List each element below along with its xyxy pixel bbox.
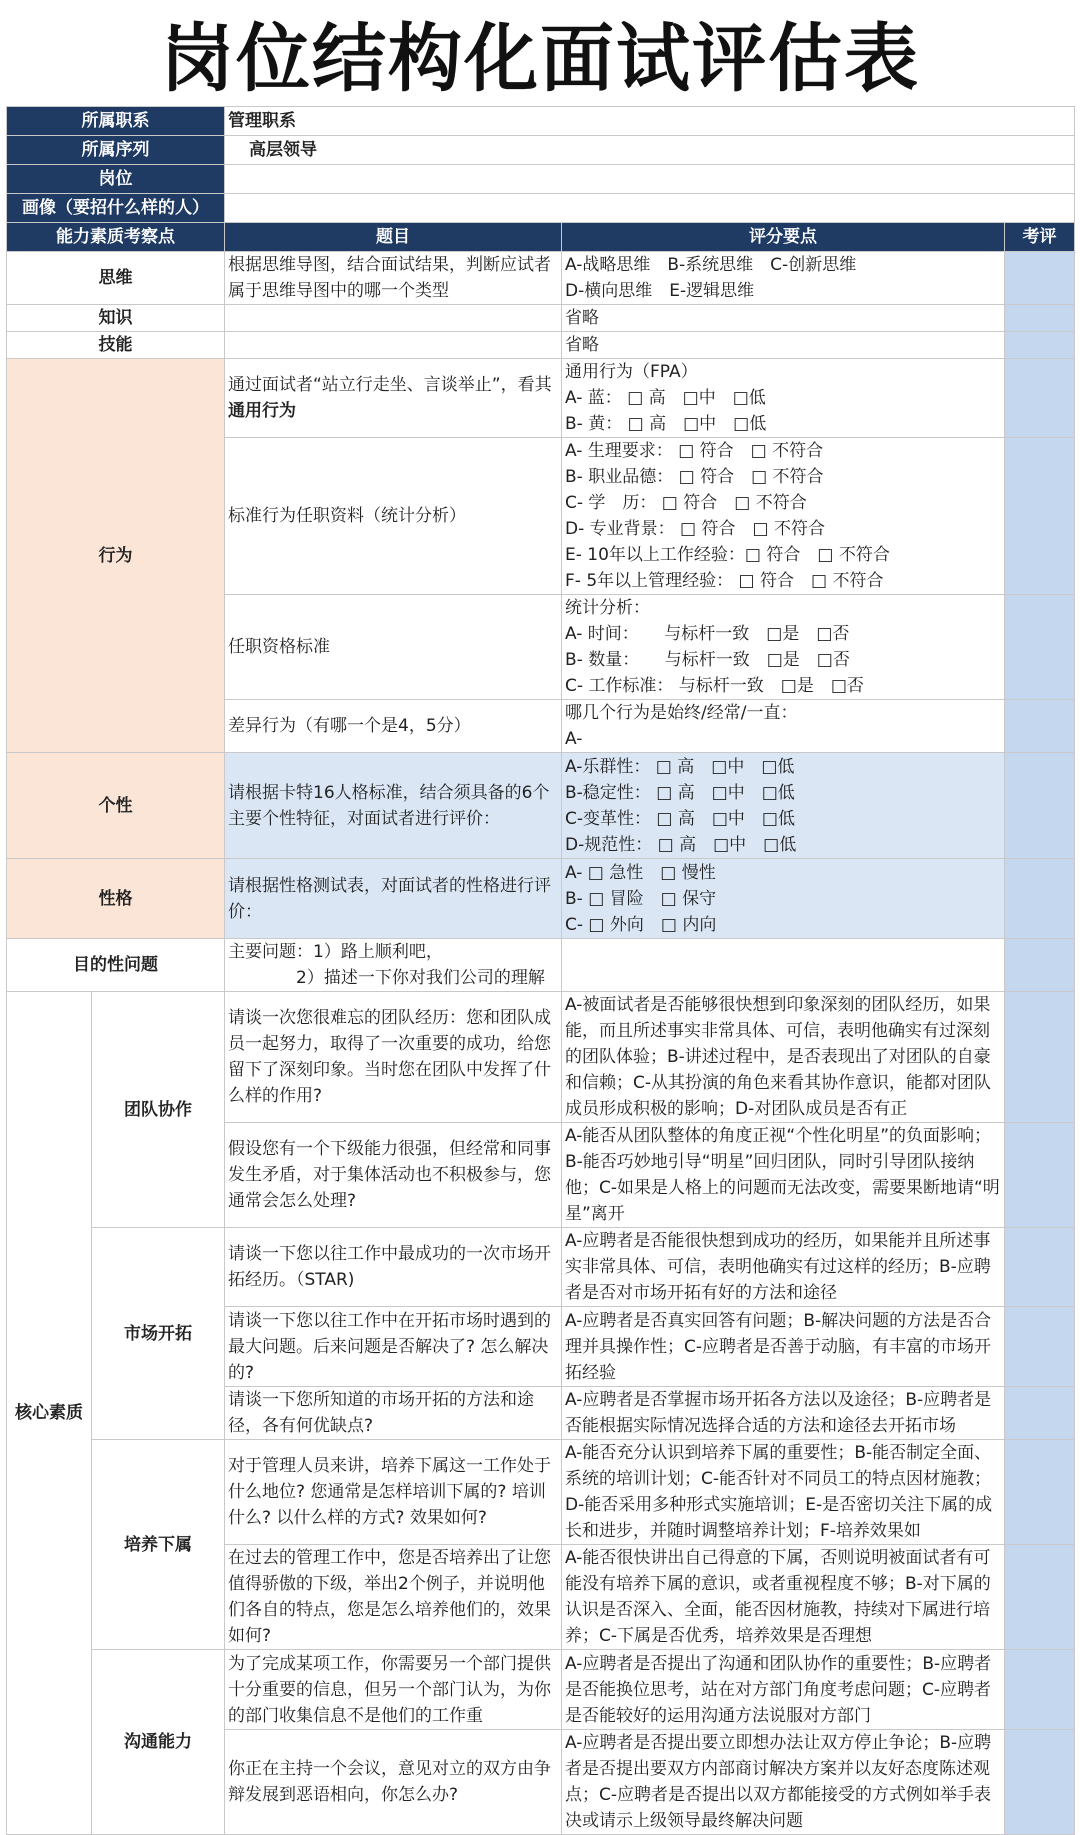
row-market-1 bbox=[7, 1228, 1075, 1307]
behavior-score-3[interactable] bbox=[1005, 595, 1075, 700]
market-question-2: 请谈一下您以往工作中在开拓市场时遇到的最大问题。后来问题是否解决了? 怎么解决的? bbox=[225, 1307, 562, 1387]
sequence-label: 所属序列 bbox=[7, 136, 225, 165]
market-score-2[interactable] bbox=[1005, 1307, 1075, 1387]
subordinates-points-2: A-能否很快讲出自己得意的下属，否则说明被面试者有可能没有培养下属的意识，或者重视程度不够；B-对下属的认识是否深入、全面，能否因材施教，持续对下属进行培养；C-下属是否优秀，培养效果是否理想 bbox=[562, 1545, 1005, 1650]
behavior-q1-bold: 通用行为 bbox=[228, 401, 296, 421]
row-purpose bbox=[7, 939, 1075, 992]
communication-score-1[interactable] bbox=[1005, 1650, 1075, 1730]
row-individuality bbox=[7, 753, 1075, 859]
character-question: 请根据性格测试表，对面试者的性格进行评价： bbox=[225, 859, 562, 939]
position-label: 岗位 bbox=[7, 165, 225, 194]
row-teamwork-1 bbox=[7, 992, 1075, 1123]
market-question-3: 请谈一下您所知道的市场开拓的方法和途径，各有何优缺点? bbox=[225, 1387, 562, 1440]
thinking-label: 思维 bbox=[7, 252, 225, 305]
row-job-family bbox=[7, 107, 1075, 136]
subordinates-question-2: 在过去的管理工作中，您是否培养出了让您值得骄傲的下级，举出2个例子，并说明他们各自的特点，您是怎么培养他们的，效果如何? bbox=[225, 1545, 562, 1650]
communication-question-2: 你正在主持一个会议，意见对立的双方由争辩发展到恶语相向，你怎么办? bbox=[225, 1730, 562, 1835]
header-question: 题目 bbox=[225, 223, 562, 252]
row-portrait bbox=[7, 194, 1075, 223]
communication-question-1: 为了完成某项工作，你需要另一个部门提供十分重要的信息，但另一个部门认为，为你的部门收集信息不是他们的工作重 bbox=[225, 1650, 562, 1730]
behavior-points-1: 通用行为（FPA） A- 蓝： □ 高 □中 □低 B- 黄： □ 高 □中 □低 bbox=[562, 359, 1005, 438]
market-label: 市场开拓 bbox=[92, 1228, 225, 1440]
purpose-points bbox=[562, 939, 1005, 992]
communication-label: 沟通能力 bbox=[92, 1650, 225, 1835]
market-question-1: 请谈一下您以往工作中最成功的一次市场开拓经历。（STAR) bbox=[225, 1228, 562, 1307]
teamwork-question-2: 假设您有一个下级能力很强，但经常和同事发生矛盾，对于集体活动也不积极参与，您通常会怎么处理? bbox=[225, 1123, 562, 1228]
row-position bbox=[7, 165, 1075, 194]
skill-label: 技能 bbox=[7, 332, 225, 359]
knowledge-question bbox=[225, 305, 562, 332]
behavior-points-3: 统计分析： A- 时间： 与标杆一致 □是 □否 B- 数量： 与标杆一致 □是 □否 C- 工作标准： 与标杆一致 □是 □否 bbox=[562, 595, 1005, 700]
teamwork-points-2: A-能否从团队整体的角度正视“个性化明星”的负面影响；B-能否巧妙地引导“明星”回归团队，同时引导团队接纳他；C-如果是人格上的问题而无法改变，需要果断地请“明星”离开 bbox=[562, 1123, 1005, 1228]
knowledge-points: 省略 bbox=[562, 305, 1005, 332]
character-points: A- □ 急性 □ 慢性 B- □ 冒险 □ 保守 C- □ 外向 □ 内向 bbox=[562, 859, 1005, 939]
behavior-question-3: 任职资格标准 bbox=[225, 595, 562, 700]
thinking-question: 根据思维导图，结合面试结果，判断应试者属于思维导图中的哪一个类型 bbox=[225, 252, 562, 305]
behavior-question-4: 差异行为（有哪一个是4，5分） bbox=[225, 700, 562, 753]
row-behavior-1 bbox=[7, 359, 1075, 438]
row-character bbox=[7, 859, 1075, 939]
row-knowledge bbox=[7, 305, 1075, 332]
communication-score-2[interactable] bbox=[1005, 1730, 1075, 1835]
header-scoring: 评分要点 bbox=[562, 223, 1005, 252]
behavior-points-2: A- 生理要求： □ 符合 □ 不符合 B- 职业品德： □ 符合 □ 不符合 C- 学 历： □ 符合 □ 不符合 D- 专业背景： □ 符合 □ 不符合 E- 10年以上工作经验：□ 符合 □ 不符合 F- 5年以上管理经验： □ 符合 □ 不符合 bbox=[562, 438, 1005, 595]
subordinates-points-1: A-能否充分认识到培养下属的重要性；B-能否制定全面、系统的培训计划；C-能否针对不同员工的特点因材施教；D-能否采用多种形式实施培训；E-是否密切关注下属的成长和进步，并随时调整培养计划；F-培养效果如 bbox=[562, 1440, 1005, 1545]
behavior-score-4[interactable] bbox=[1005, 700, 1075, 753]
knowledge-label: 知识 bbox=[7, 305, 225, 332]
teamwork-label: 团队协作 bbox=[92, 992, 225, 1228]
purpose-score[interactable] bbox=[1005, 939, 1075, 992]
evaluation-table bbox=[6, 106, 1075, 1835]
skill-score[interactable] bbox=[1005, 332, 1075, 359]
teamwork-score-2[interactable] bbox=[1005, 1123, 1075, 1228]
portrait-value[interactable] bbox=[225, 194, 1075, 223]
row-communication-1 bbox=[7, 1650, 1075, 1730]
subordinates-label: 培养下属 bbox=[92, 1440, 225, 1650]
behavior-question-2: 标准行为任职资料（统计分析） bbox=[225, 438, 562, 595]
market-points-1: A-应聘者是否能很快想到成功的经历，如果能并且所述事实非常具体、可信，表明他确实有过这样的经历；B-应聘者是否对市场开拓有好的方法和途径 bbox=[562, 1228, 1005, 1307]
skill-question bbox=[225, 332, 562, 359]
behavior-label: 行为 bbox=[7, 359, 225, 753]
behavior-score-2[interactable] bbox=[1005, 438, 1075, 595]
header-evaluation: 考评 bbox=[1005, 223, 1075, 252]
purpose-label: 目的性问题 bbox=[7, 939, 225, 992]
individuality-points: A-乐群性： □ 高 □中 □低 B-稳定性： □ 高 □中 □低 C-变革性： □ 高 □中 □低 D-规范性： □ 高 □中 □低 bbox=[562, 753, 1005, 859]
table-header-row bbox=[7, 223, 1075, 252]
job-family-label: 所属职系 bbox=[7, 107, 225, 136]
subordinates-score-2[interactable] bbox=[1005, 1545, 1075, 1650]
individuality-score[interactable] bbox=[1005, 753, 1075, 859]
market-points-3: A-应聘者是否掌握市场开拓各方法以及途径；B-应聘者是否能根据实际情况选择合适的方法和途径去开拓市场 bbox=[562, 1387, 1005, 1440]
purpose-question: 主要问题：1）路上顺利吧， 2）描述一下你对我们公司的理解 bbox=[225, 939, 562, 992]
row-subordinates-1 bbox=[7, 1440, 1075, 1545]
position-value[interactable] bbox=[225, 165, 1075, 194]
character-label: 性格 bbox=[7, 859, 225, 939]
subordinates-question-1: 对于管理人员来讲，培养下属这一工作处于什么地位? 您通常是怎样培训下属的? 培训什么? 以什么样的方式? 效果如何? bbox=[225, 1440, 562, 1545]
behavior-q1-prefix: 通过面试者“站立行走坐、言谈举止”，看其 bbox=[228, 375, 552, 395]
communication-points-2: A-应聘者是否提出要立即想办法让双方停止争论；B-应聘者是否提出要双方内部商讨解决方案并以友好态度陈述观点；C-应聘者是否提出以双方都能接受的方式例如举手表决或请示上级领导最终解决问题 bbox=[562, 1730, 1005, 1835]
market-points-2: A-应聘者是否真实回答有问题；B-解决问题的方法是否合理并具操作性；C-应聘者是否善于动脑，有丰富的市场开拓经验 bbox=[562, 1307, 1005, 1387]
portrait-label: 画像（要招什么样的人） bbox=[7, 194, 225, 223]
individuality-question: 请根据卡特16人格标准，结合须具备的6个主要个性特征，对面试者进行评价： bbox=[225, 753, 562, 859]
subordinates-score-1[interactable] bbox=[1005, 1440, 1075, 1545]
individuality-label: 个性 bbox=[7, 753, 225, 859]
market-score-3[interactable] bbox=[1005, 1387, 1075, 1440]
skill-points: 省略 bbox=[562, 332, 1005, 359]
thinking-points: A-战略思维 B-系统思维 C-创新思维 D-横向思维 E-逻辑思维 bbox=[562, 252, 1005, 305]
sequence-value[interactable]: 高层领导 bbox=[225, 136, 1075, 165]
behavior-question-1 bbox=[225, 359, 562, 438]
header-ability: 能力素质考察点 bbox=[7, 223, 225, 252]
communication-points-1: A-应聘者是否提出了沟通和团队协作的重要性；B-应聘者是否能换位思考，站在对方部门角度考虑问题；C-应聘者是否能较好的运用沟通方法说服对方部门 bbox=[562, 1650, 1005, 1730]
behavior-score-1[interactable] bbox=[1005, 359, 1075, 438]
row-skill bbox=[7, 332, 1075, 359]
thinking-score[interactable] bbox=[1005, 252, 1075, 305]
teamwork-score-1[interactable] bbox=[1005, 992, 1075, 1123]
market-score-1[interactable] bbox=[1005, 1228, 1075, 1307]
form-title: 岗位结构化面试评估表 bbox=[160, 16, 920, 102]
core-label: 核心素质 bbox=[7, 992, 92, 1835]
behavior-points-4: 哪几个行为是始终/经常/一直： A- bbox=[562, 700, 1005, 753]
character-score[interactable] bbox=[1005, 859, 1075, 939]
row-thinking bbox=[7, 252, 1075, 305]
teamwork-question-1: 请谈一次您很难忘的团队经历：您和团队成员一起努力，取得了一次重要的成功，给您留下了深刻印象。当时您在团队中发挥了什么样的作用? bbox=[225, 992, 562, 1123]
knowledge-score[interactable] bbox=[1005, 305, 1075, 332]
row-sequence bbox=[7, 136, 1075, 165]
teamwork-points-1: A-被面试者是否能够很快想到印象深刻的团队经历，如果能，而且所述事实非常具体、可信，表明他确实有过深刻的团队体验；B-讲述过程中，是否表现出了对团队的自豪和信赖；C-从其扮演的角色来看其协作意识，能都对团队成员形成积极的影响；D-对团队成员是否有正 bbox=[562, 992, 1005, 1123]
job-family-value[interactable]: 管理职系 bbox=[225, 107, 1075, 136]
